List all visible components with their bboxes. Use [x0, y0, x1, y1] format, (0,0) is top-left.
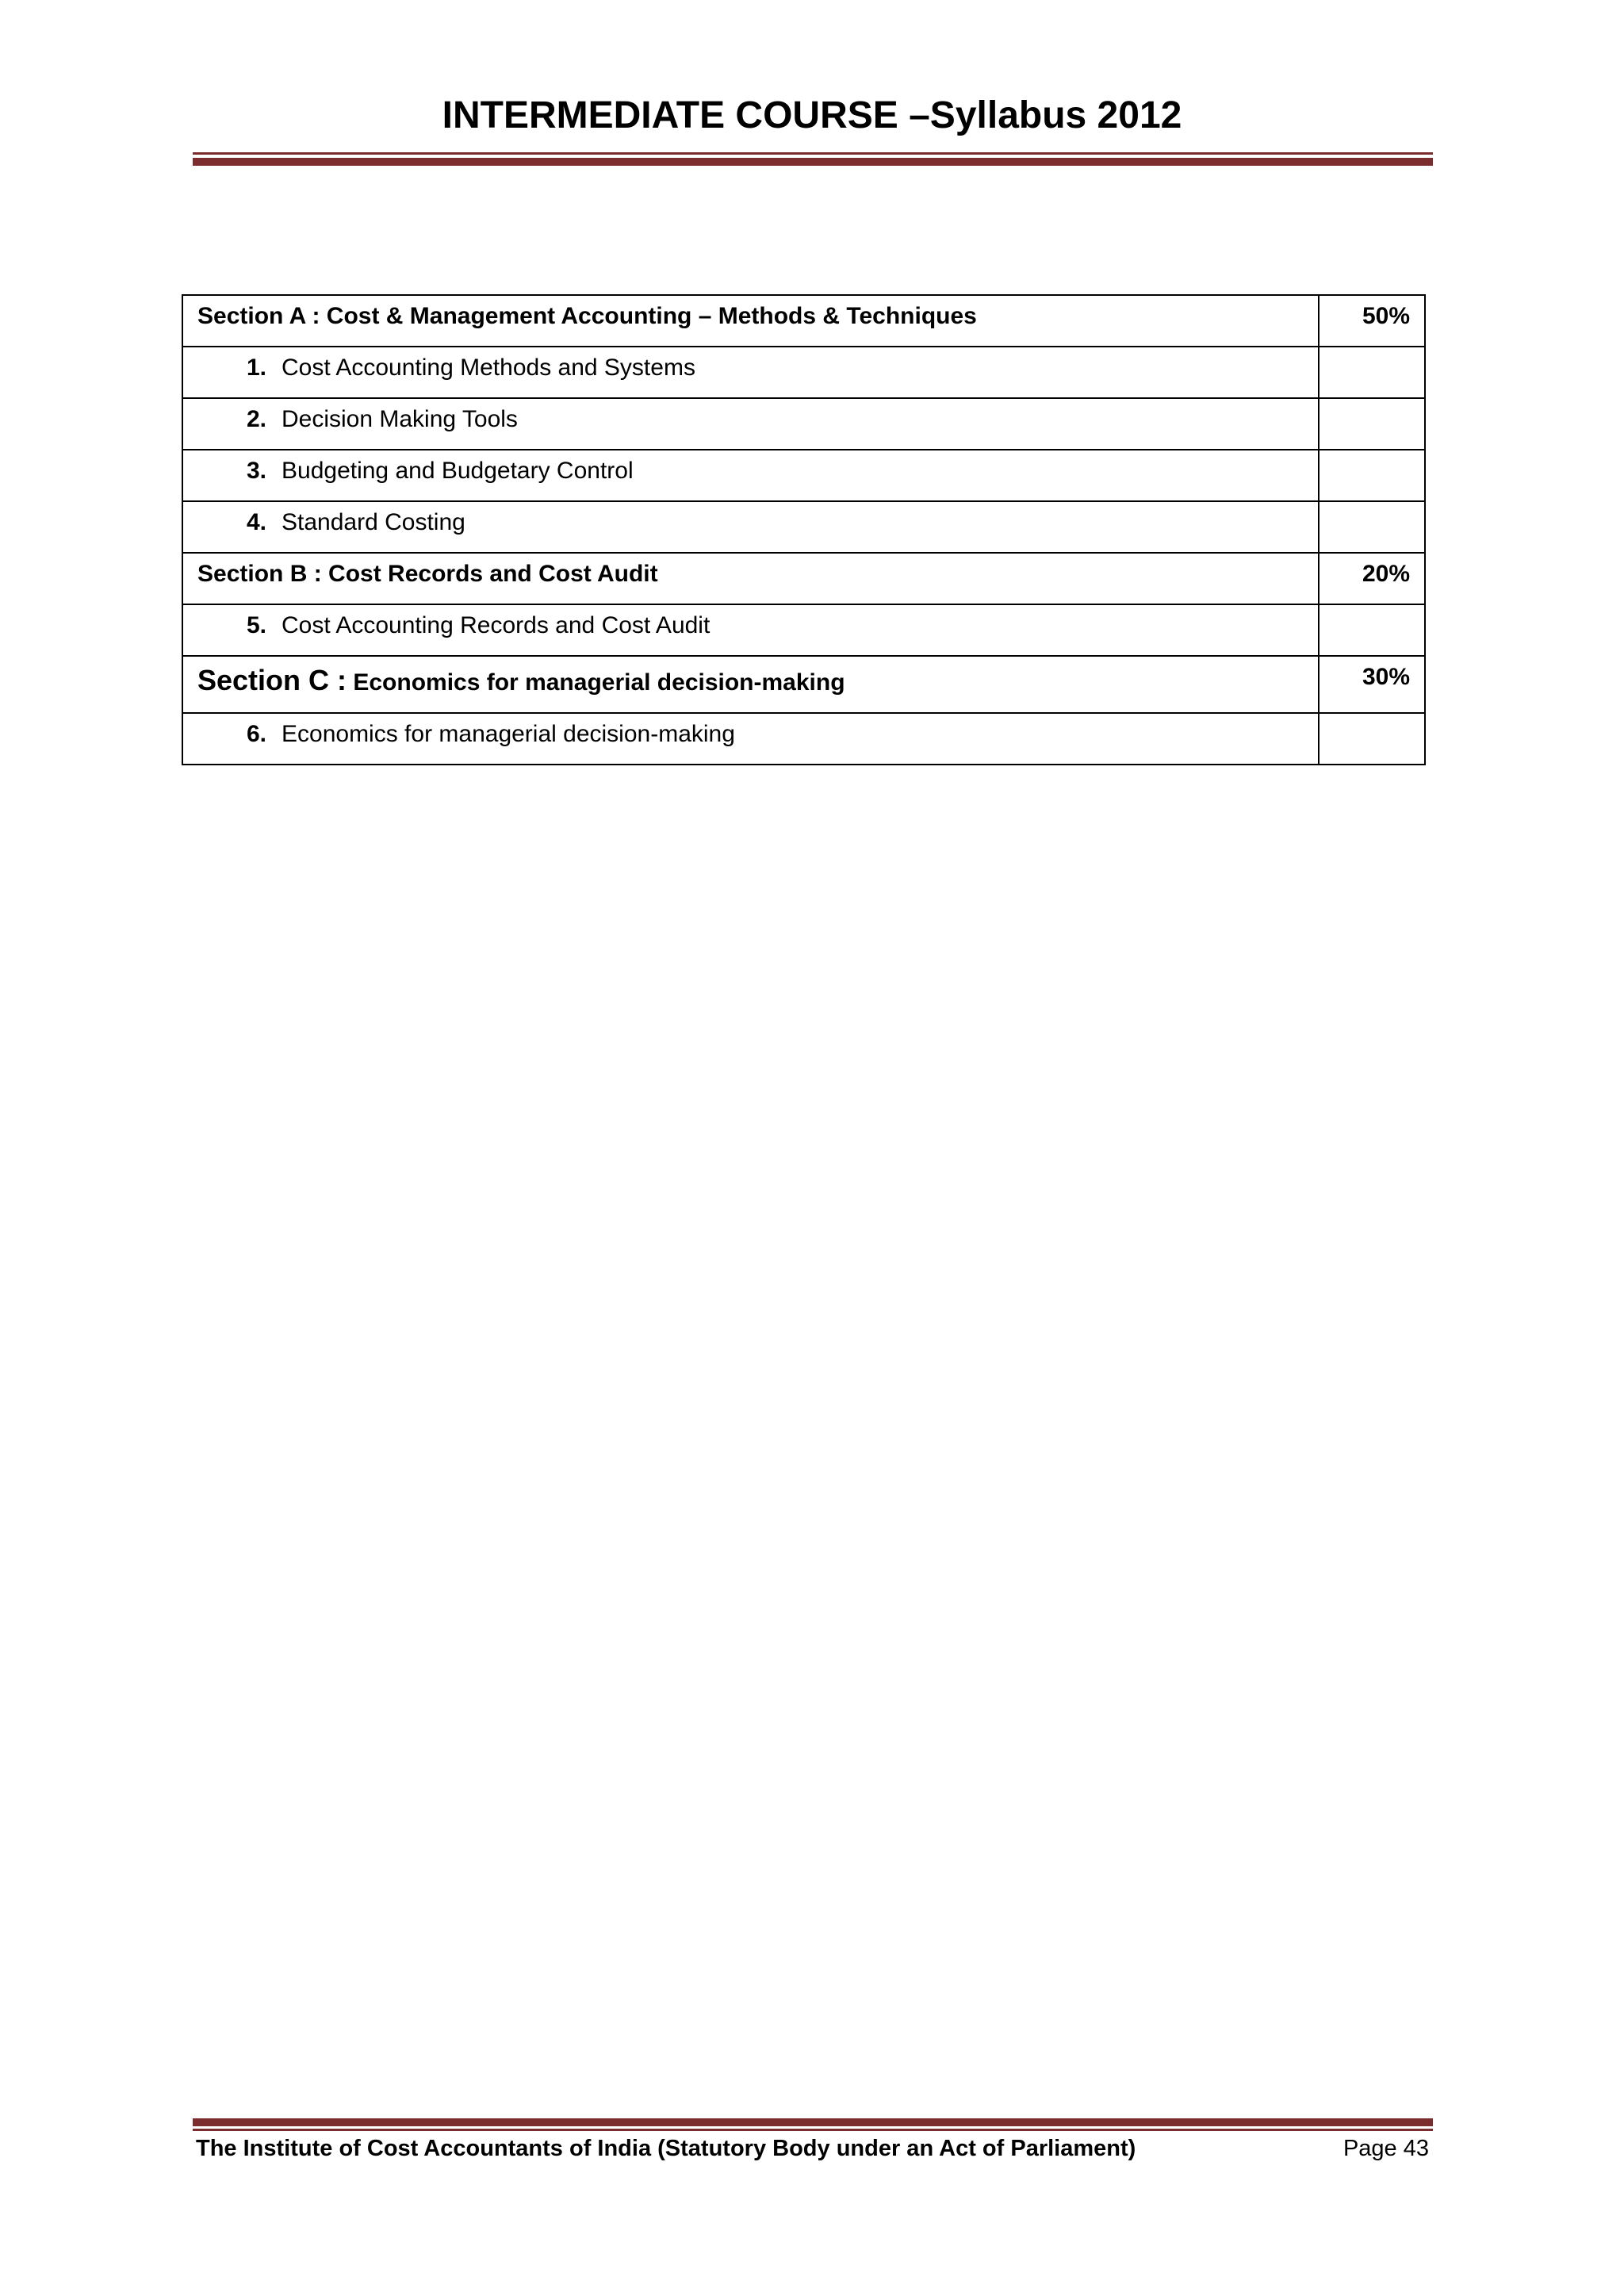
item-number: 1. — [247, 355, 267, 381]
section-b-heading — [182, 553, 1319, 604]
empty-weight-cell — [1319, 347, 1425, 398]
table-row — [182, 347, 1425, 398]
empty-weight-cell — [1319, 604, 1425, 656]
table-row — [182, 604, 1425, 656]
empty-weight-cell — [1319, 450, 1425, 501]
header-rule-thick — [193, 158, 1433, 166]
section-weight: 30% — [1319, 656, 1425, 713]
section-weight: 20% — [1319, 553, 1425, 604]
table-row — [182, 398, 1425, 450]
section-prefix: Section A : — [197, 303, 320, 329]
empty-weight-cell — [1319, 398, 1425, 450]
footer-rule-thick — [193, 2118, 1433, 2126]
section-prefix: Section B : — [197, 561, 322, 587]
table-row — [182, 713, 1425, 765]
item-label: Economics for managerial decision-making — [282, 721, 735, 747]
item-label: Cost Accounting Methods and Systems — [282, 355, 695, 381]
item-label: Decision Making Tools — [282, 406, 518, 432]
page-title: INTERMEDIATE COURSE –Syllabus 2012 — [442, 94, 1182, 136]
empty-weight-cell — [1319, 501, 1425, 553]
syllabus-table — [182, 294, 1426, 765]
section-title: Cost Records and Cost Audit — [328, 561, 658, 587]
item-number: 4. — [247, 509, 267, 535]
header-rule-thin — [193, 152, 1433, 155]
footer-rule-thin — [193, 2129, 1433, 2131]
item-label: Budgeting and Budgetary Control — [282, 458, 634, 484]
section-weight: 50% — [1319, 295, 1425, 347]
section-prefix: Section C : — [197, 664, 347, 696]
item-number: 6. — [247, 721, 267, 747]
table-row — [182, 501, 1425, 553]
item-number: 3. — [247, 458, 267, 484]
section-a-heading — [182, 295, 1319, 347]
section-title: Economics for managerial decision-making — [353, 669, 845, 696]
empty-weight-cell — [1319, 713, 1425, 765]
item-label: Standard Costing — [282, 509, 465, 535]
table-row — [182, 450, 1425, 501]
section-title: Cost & Management Accounting – Methods & Techniques — [326, 303, 977, 329]
section-row — [182, 295, 1425, 347]
section-c-heading — [182, 656, 1319, 713]
page-number: Page 43 — [1342, 2136, 1429, 2161]
item-number: 5. — [247, 612, 267, 638]
item-label: Cost Accounting Records and Cost Audit — [282, 612, 710, 638]
section-row — [182, 656, 1425, 713]
section-row — [182, 553, 1425, 604]
footer-institute: The Institute of Cost Accountants of India (Statutory Body under an Act of Parliament) — [196, 2136, 1136, 2161]
item-number: 2. — [247, 406, 267, 432]
